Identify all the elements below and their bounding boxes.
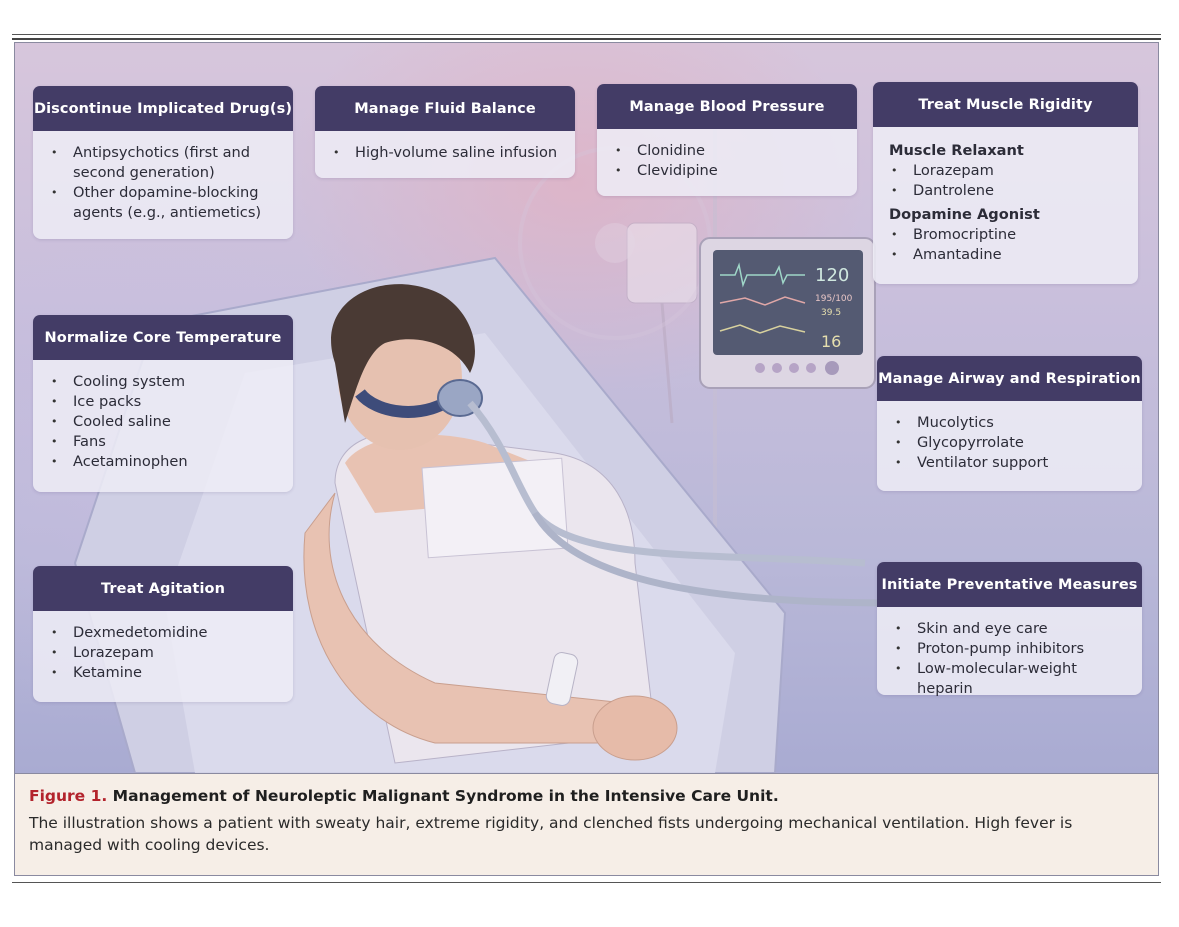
muscle-relaxant-list bbox=[889, 161, 1124, 203]
panel-treat-agitation-title: Treat Agitation bbox=[33, 566, 293, 611]
list-item: • Clonidine bbox=[615, 141, 843, 161]
panel-discontinue-drugs bbox=[33, 86, 293, 239]
list-item: • Ventilator support bbox=[895, 453, 1128, 473]
list-item: • Cooled saline bbox=[51, 412, 279, 432]
panel-treat-muscle-rigidity-groups bbox=[873, 127, 1138, 277]
group-label-muscle-relaxant: Muscle Relaxant bbox=[889, 142, 1024, 159]
panel-initiate-preventative-measures bbox=[877, 562, 1142, 695]
panel-discontinue-drugs-title: Discontinue Implicated Drug(s) bbox=[33, 86, 293, 131]
dopamine-agonist-list bbox=[889, 225, 1124, 267]
caption-title-line bbox=[29, 784, 1144, 808]
panel-discontinue-drugs-list bbox=[33, 131, 293, 233]
list-item: • Cooling system bbox=[51, 372, 279, 392]
list-item: • Amantadine bbox=[891, 245, 1124, 265]
panel-treat-agitation-list bbox=[33, 611, 293, 693]
panel-initiate-preventative-measures-title: Initiate Preventative Measures bbox=[877, 562, 1142, 607]
vital-signs-monitor bbox=[700, 238, 875, 388]
caption-title: Management of Neuroleptic Malignant Syndrome in the Intensive Care Unit. bbox=[112, 787, 779, 805]
list-item: • Bromocriptine bbox=[891, 225, 1124, 245]
list-item: • Lorazepam bbox=[51, 643, 279, 663]
caption-body: The illustration shows a patient with sweaty hair, extreme rigidity, and clenched fists undergoing mechanical ventilation. High fever is managed with cooling devices. bbox=[29, 814, 1073, 854]
list-item: • Fans bbox=[51, 432, 279, 452]
list-item: • Acetaminophen bbox=[51, 452, 279, 472]
panel-manage-blood-pressure-list bbox=[597, 129, 857, 191]
group-label-dopamine-agonist: Dopamine Agonist bbox=[889, 206, 1040, 223]
panel-manage-airway-respiration-title: Manage Airway and Respiration bbox=[877, 356, 1142, 401]
list-item: • Antipsychotics (first and second generation) bbox=[51, 143, 279, 183]
panel-treat-agitation bbox=[33, 566, 293, 702]
panel-treat-muscle-rigidity bbox=[873, 82, 1138, 284]
panel-normalize-core-temperature bbox=[33, 315, 293, 492]
list-item: • Skin and eye care bbox=[895, 619, 1128, 639]
monitor-respiration: 16 bbox=[821, 332, 842, 351]
list-item: • Other dopamine-blocking agents (e.g., antiemetics) bbox=[51, 183, 279, 223]
panel-manage-airway-respiration-list bbox=[877, 401, 1142, 483]
panel-manage-blood-pressure bbox=[597, 84, 857, 196]
list-item: • Ketamine bbox=[51, 663, 279, 683]
panel-initiate-preventative-measures-list bbox=[877, 607, 1142, 709]
monitor-temperature: 39.5 bbox=[821, 308, 842, 318]
list-item: • Dantrolene bbox=[891, 181, 1124, 201]
panel-normalize-core-temperature-list bbox=[33, 360, 293, 482]
panel-normalize-core-temperature-title: Normalize Core Temperature bbox=[33, 315, 293, 360]
panel-manage-blood-pressure-title: Manage Blood Pressure bbox=[597, 84, 857, 129]
list-item: • Proton-pump inhibitors bbox=[895, 639, 1128, 659]
list-item: • Ice packs bbox=[51, 392, 279, 412]
panel-treat-muscle-rigidity-title: Treat Muscle Rigidity bbox=[873, 82, 1138, 127]
figure-caption bbox=[15, 773, 1159, 876]
monitor-blood-pressure: 195/100 bbox=[815, 294, 853, 304]
panel-manage-fluid-balance-list bbox=[315, 131, 575, 173]
panel-manage-airway-respiration bbox=[877, 356, 1142, 491]
list-item: • Mucolytics bbox=[895, 413, 1128, 433]
top-rule-thin bbox=[12, 34, 1161, 35]
list-item: • Lorazepam bbox=[891, 161, 1124, 181]
list-item: • Low-molecular-weight heparin bbox=[895, 659, 1128, 699]
panel-manage-fluid-balance-title: Manage Fluid Balance bbox=[315, 86, 575, 131]
list-item: • Clevidipine bbox=[615, 161, 843, 181]
list-item: • Glycopyrrolate bbox=[895, 433, 1128, 453]
list-item: • High-volume saline infusion bbox=[333, 143, 561, 163]
figure bbox=[14, 42, 1159, 876]
panel-manage-fluid-balance bbox=[315, 86, 575, 178]
icu-illustration bbox=[15, 43, 1159, 773]
list-item: • Dexmedetomidine bbox=[51, 623, 279, 643]
top-rule-thick bbox=[12, 38, 1161, 40]
bottom-rule bbox=[12, 882, 1161, 883]
figure-label: Figure 1. bbox=[29, 787, 108, 805]
monitor-heart-rate: 120 bbox=[815, 265, 850, 286]
